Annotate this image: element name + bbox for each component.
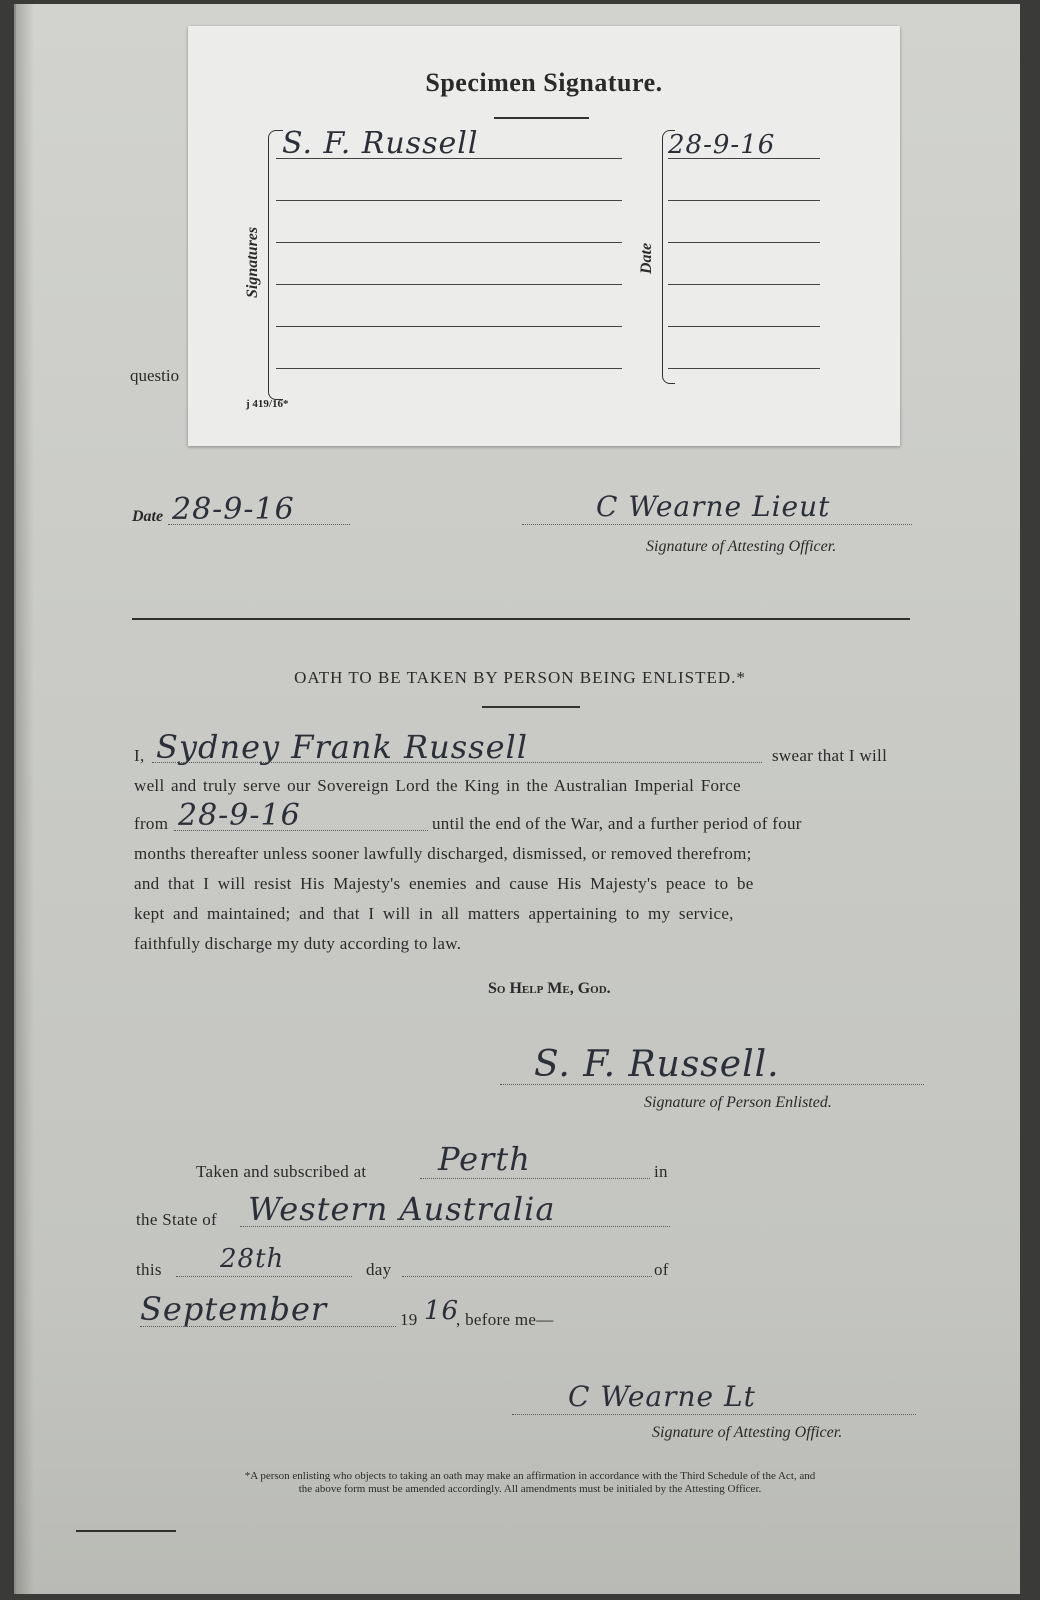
specimen-card-title: Specimen Signature. <box>425 68 663 97</box>
oath-from-label: from <box>134 814 169 833</box>
signature-line-6 <box>276 368 622 369</box>
form-code: j 419/16* <box>246 398 289 410</box>
oath-line-6: kept and maintained; and that I will in all matters appertaining to my service, <box>134 904 734 923</box>
taken-subscribed-label: Taken and subscribed at <box>196 1162 367 1181</box>
day-line <box>176 1276 352 1277</box>
oath-from-date: 28-9-16 <box>178 798 301 833</box>
enlisted-signature-caption: Signature of Person Enlisted. <box>644 1094 832 1111</box>
date-line-3 <box>668 242 820 243</box>
oath-line-4: months thereafter unless sooner lawfully discharged, dismissed, or removed therefrom; <box>134 844 752 863</box>
footnote <box>120 1470 940 1496</box>
attestation-date-line <box>168 524 350 525</box>
page-edge-shadow <box>14 4 34 1594</box>
year-prefix: 19 <box>400 1310 418 1329</box>
date-label: Date <box>638 242 655 274</box>
in-label: in <box>654 1162 668 1181</box>
oath-from-line <box>174 830 428 831</box>
footnote-line-1: *A person enlisting who objects to taking an oath may make an affirmation in accordance with the Third Schedule of the Act, and <box>244 1470 816 1482</box>
specimen-date-entry: 28-9-16 <box>668 130 776 160</box>
day-label: day <box>366 1260 392 1279</box>
day-after-line <box>402 1276 652 1277</box>
footnote-line-2: the above form must be amended accordingly. All amendments must be initialed by the Attesting Officer. <box>298 1483 762 1495</box>
signature-line-2 <box>276 200 622 201</box>
enlisted-signature-line <box>500 1084 924 1085</box>
oath-line-7: faithfully discharge my duty according to law. <box>134 934 462 953</box>
date-line-5 <box>668 326 820 327</box>
attestation-date-value: 28-9-16 <box>172 492 295 527</box>
this-label: this <box>136 1260 162 1279</box>
attesting-officer-line-1 <box>522 524 912 525</box>
oath-closing: So Help Me, God. <box>488 980 611 997</box>
signature-line-4 <box>276 284 622 285</box>
signatures-bracket <box>268 130 283 400</box>
hidden-text-fragment-left: questio <box>130 366 180 385</box>
oath-line-5: and that I will resist His Majesty's enemies and cause His Majesty's peace to be <box>134 874 754 893</box>
date-line-6 <box>668 368 820 369</box>
enlistee-name: Sydney Frank Russell <box>156 728 528 766</box>
attesting-officer-caption-1: Signature of Attesting Officer. <box>646 538 837 555</box>
month-value: September <box>140 1290 328 1328</box>
enlisted-person-signature: S. F. Russell. <box>534 1044 780 1085</box>
signature-line-3 <box>276 242 622 243</box>
state-line <box>240 1226 670 1227</box>
enlistee-name-line <box>152 762 762 763</box>
subscribed-place: Perth <box>438 1140 531 1178</box>
oath-swear-text: swear that I will <box>772 746 888 765</box>
attesting-officer-line-2 <box>512 1414 916 1415</box>
attesting-officer-signature-2: C Wearne Lt <box>568 1380 756 1413</box>
date-line-1 <box>668 158 820 159</box>
oath-line-3: until the end of the War, and a further period of four <box>432 814 802 833</box>
date-line-4 <box>668 284 820 285</box>
section-divider <box>132 618 910 620</box>
oath-i-prefix: I, <box>134 746 145 765</box>
month-line <box>140 1326 396 1327</box>
date-bracket <box>662 130 675 384</box>
bottom-rule <box>76 1530 176 1532</box>
attestation-date-label: Date <box>132 508 164 525</box>
oath-line-2: well and truly serve our Sovereign Lord the King in the Australian Imperial Force <box>134 776 741 795</box>
signatures-label: Signatures <box>244 226 261 298</box>
oath-title-rule <box>482 706 580 708</box>
of-label: of <box>654 1260 669 1279</box>
before-me-text: , before me— <box>456 1310 554 1329</box>
year-suffix: 16 <box>424 1296 460 1326</box>
state-label: the State of <box>136 1210 218 1229</box>
place-line <box>420 1178 650 1179</box>
attesting-officer-signature-1: C Wearne Lieut <box>596 490 831 523</box>
oath-title: OATH TO BE TAKEN BY PERSON BEING ENLISTED.* <box>294 668 746 687</box>
state-value: Western Australia <box>248 1190 556 1228</box>
title-rule <box>494 117 589 119</box>
date-line-2 <box>668 200 820 201</box>
signature-line-1 <box>276 158 622 159</box>
day-value: 28th <box>220 1244 285 1274</box>
signature-line-5 <box>276 326 622 327</box>
specimen-signature-card <box>188 26 900 446</box>
attesting-officer-caption-2: Signature of Attesting Officer. <box>652 1424 843 1441</box>
specimen-signature-entry: S. F. Russell <box>282 126 479 161</box>
